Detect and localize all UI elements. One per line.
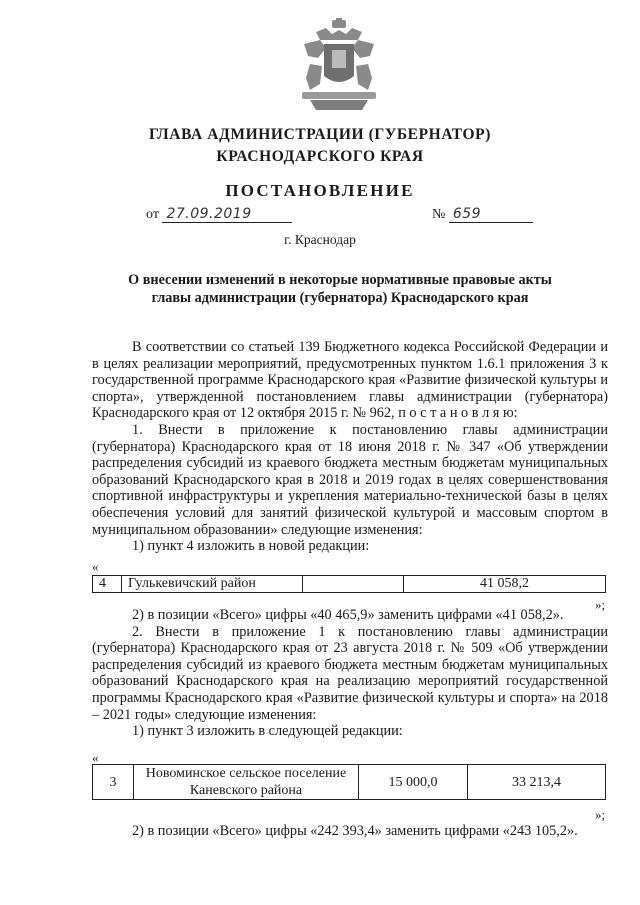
table-cell-value-2: 33 213,4: [468, 765, 606, 800]
table-cell-name: Гулькевичский район: [122, 576, 303, 593]
date-value: 27.09.2019: [162, 206, 292, 223]
issuer-line-1: ГЛАВА АДМИНИСТРАЦИИ (ГУБЕРНАТОР): [149, 126, 491, 143]
issuer-line-2: КРАСНОДАРСКОГО КРАЯ: [216, 148, 424, 165]
document-type-title: ПОСТАНОВЛЕНИЕ: [225, 181, 415, 200]
paragraph-subitem-1-2: 2) в позиции «Всего» цифры «40 465,9» заменить цифрами «41 058,2».: [132, 607, 564, 623]
paragraph-subitem-2-2: 2) в позиции «Всего» цифры «242 393,4» заменить цифрами «243 105,2».: [132, 823, 578, 839]
body-block-1: [92, 339, 608, 555]
table-cell-num: 4: [93, 576, 122, 593]
table-cell-name: [134, 765, 359, 800]
number-value: 659: [449, 206, 533, 223]
table-row: [93, 576, 606, 593]
coat-of-arms-emblem: [296, 18, 382, 114]
paragraph-preamble: В соответствии со статьей 139 Бюджетного кодекса Российской Федерации и в целях реализации мероприятий, предусмотренных пунктом 1.6.1 приложения 3 к государственной программе Краснодарского края «Развитие физической культуры и спорта», утвержденной постановлением главы администрации (губернатора) Краснодарского края от 12 октября 2015 г. № 962, п о с т а н о в л я ю:: [92, 339, 608, 422]
date-line: [146, 206, 292, 223]
number-prefix: №: [432, 207, 446, 222]
replacement-table-1: [92, 575, 606, 593]
city-line: г. Краснодар: [284, 232, 356, 247]
subject-line-2: главы администрации (губернатора) Краснодарского края: [151, 290, 529, 306]
replacement-table-2: [92, 764, 606, 800]
table-cell-value: 41 058,2: [404, 576, 606, 593]
quote-open-1: «: [92, 559, 99, 574]
subject-line-1: О внесении изменений в некоторые нормативные правовые акты: [128, 272, 552, 288]
body-block-3: [92, 823, 608, 840]
quote-close-2: »;: [595, 807, 606, 822]
table-row: [93, 765, 606, 800]
subject-heading: [100, 271, 580, 307]
table-cell-name-line-2: Каневского района: [189, 783, 303, 798]
table-cell-num: 3: [93, 765, 134, 800]
paragraph-item-2: 2. Внести в приложение 1 к постановлению главы администрации (губернатора) Краснодарского края от 23 августа 2018 г. № 509 «Об утверждении распределения субсидий из краевого бюджета местным бюджетам муниципальных образований Краснодарского края на реализацию мероприятий государственной программы Краснодарского края «Развитие физической культуры и спорта» на 2018 – 2021 годы» следующие изменения:: [92, 623, 608, 723]
quote-close-1: »;: [595, 597, 606, 612]
table-cell-empty: [303, 576, 404, 593]
table-cell-value-1: 15 000,0: [359, 765, 468, 800]
paragraph-item-1: 1. Внести в приложение к постановлению главы администрации (губернатора) Краснодарского края от 18 июня 2018 г. № 347 «Об утверждении распределения субсидий из краевого бюджета местным бюджетам муниципальных образований Краснодарского края в 2018 и 2019 годах в целях совершенствования спортивной инфраструктуры и укрепления материально-технической базы в целях обеспечения условий для занятий физической культурой и массовым спортом в муниципальном образовании» следующие изменения:: [92, 421, 608, 538]
paragraph-subitem-2-1: 1) пункт 3 изложить в следующей редакции:: [132, 723, 403, 740]
date-prefix: от: [146, 207, 159, 222]
paragraph-subitem-1-1: 1) пункт 4 изложить в новой редакции:: [132, 538, 370, 555]
number-line: [432, 206, 533, 223]
quote-open-2: «: [92, 750, 99, 765]
table-cell-name-line-1: Новоминское сельское поселение: [145, 766, 347, 781]
body-block-2: [92, 607, 608, 740]
